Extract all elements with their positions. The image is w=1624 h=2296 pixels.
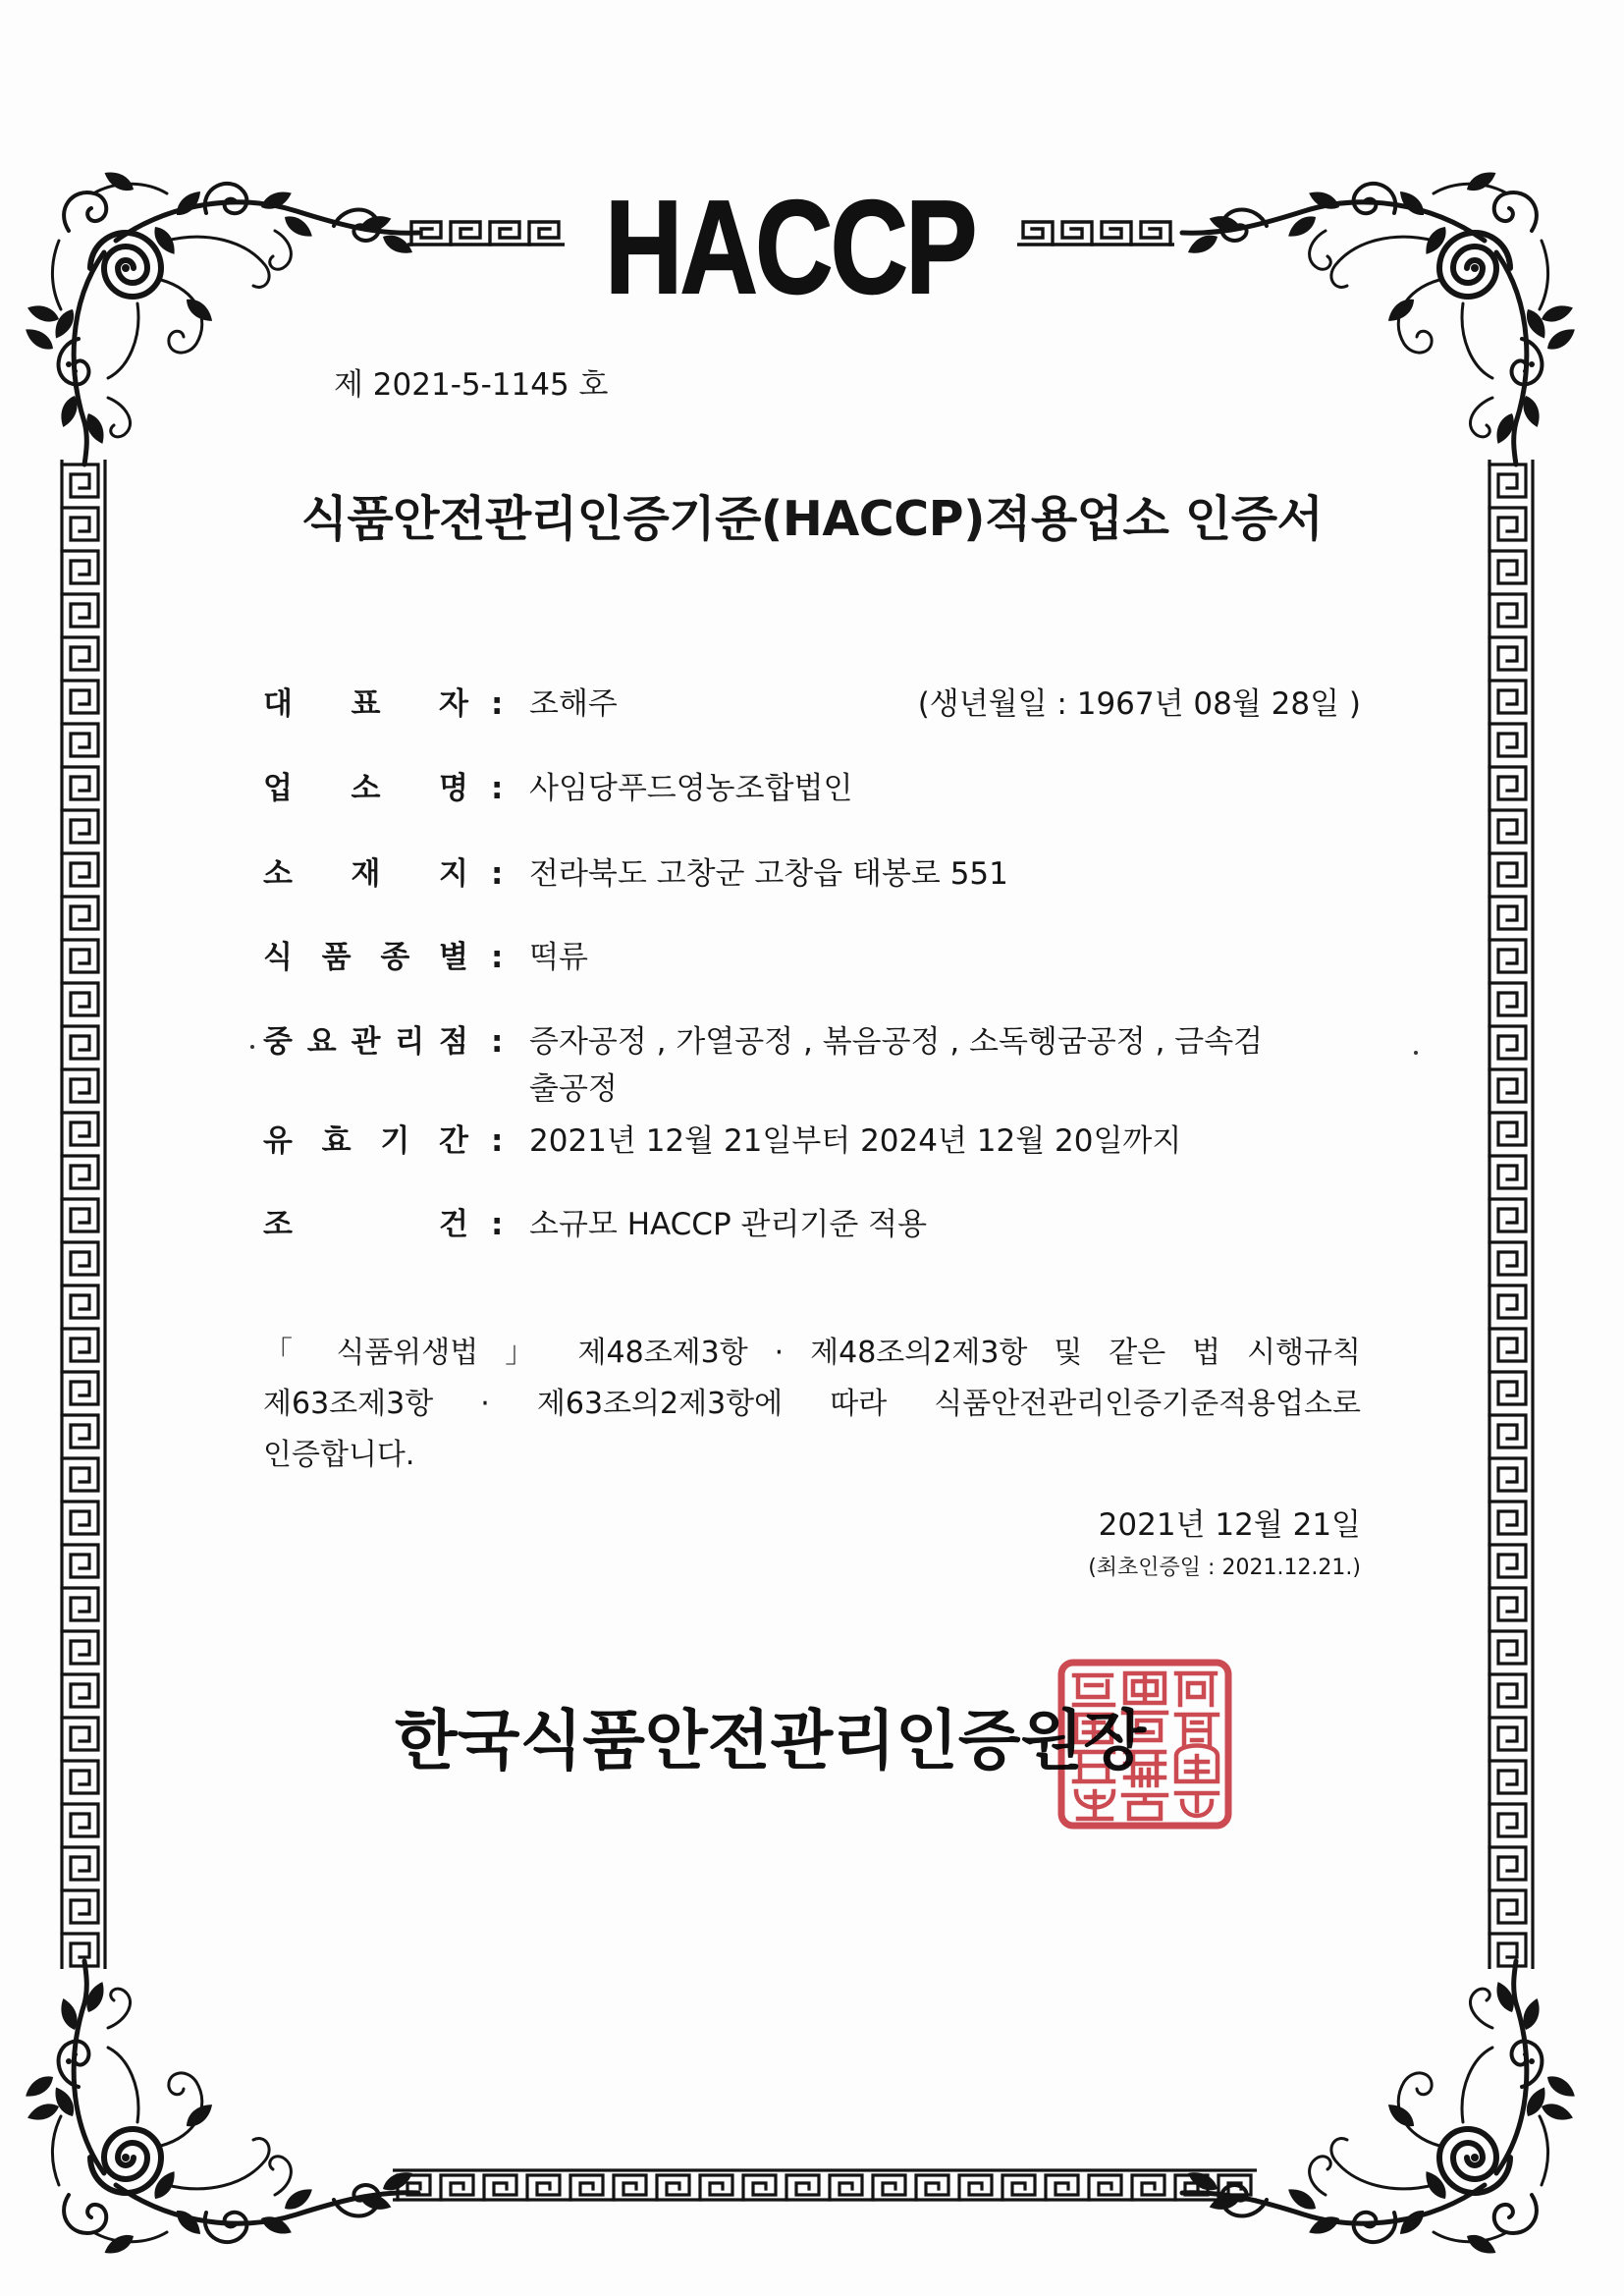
field-row-business-name — [263, 767, 1361, 810]
certificate-number: 제 2021-5-1145 호 — [334, 367, 609, 403]
field-label: 대 표 자 — [263, 686, 468, 722]
official-seal-stamp — [1056, 1658, 1233, 1831]
field-separator: : — [491, 1123, 504, 1159]
issuer-name: 한국식품안전관리인증원장 — [395, 1703, 1147, 1778]
greek-key-border-bottom — [393, 2167, 1257, 2203]
field-row-validity-period — [263, 1120, 1361, 1163]
field-label: 유 효 기 간 — [263, 1123, 468, 1159]
certificate-title: 식품안전관리인증기준(HACCP)적용업소 인증서 — [300, 491, 1324, 547]
birth-date-note: (생년월일 : 1967년 08월 28일 ) — [917, 686, 1361, 722]
field-value: 사임당푸드영농조합법인 — [529, 771, 853, 806]
field-separator: : — [491, 940, 504, 975]
corner-ornament-top-right — [1149, 172, 1561, 466]
greek-key-border-right — [1487, 460, 1536, 1969]
field-separator: : — [491, 856, 504, 892]
corner-ornament-bottom-right — [1149, 1959, 1561, 2254]
field-row-representative — [263, 683, 1361, 726]
first-certification-date: (최초인증일 : 2021.12.21.) — [1088, 1556, 1361, 1580]
logo-container — [496, 173, 1085, 321]
statement-line: 제63조제3항 · 제63조의2제3항에 따라 식품안전관리인증기준적용업소로 — [263, 1387, 1361, 1421]
certification-statement — [263, 1328, 1361, 1481]
field-label: 업 소 명 — [263, 771, 468, 806]
statement-line: 인증합니다. — [263, 1438, 415, 1472]
field-row-address — [263, 852, 1361, 896]
field-separator: : — [491, 771, 504, 806]
corner-ornament-top-left — [39, 172, 452, 466]
haccp-logo-text: HACCP — [605, 173, 976, 321]
scan-mark — [1414, 1051, 1418, 1055]
field-label: 식 품 종 별 — [263, 940, 468, 975]
scan-mark — [250, 1045, 254, 1049]
field-value-line-2: 출공정 — [529, 1071, 618, 1107]
field-separator: : — [491, 686, 504, 722]
field-label: 중 요 관 리 점 — [263, 1024, 468, 1060]
field-row-condition — [263, 1203, 1361, 1246]
corner-ornament-bottom-left — [39, 1959, 452, 2254]
field-separator: : — [491, 1024, 504, 1060]
field-label: 소 재 지 — [263, 856, 468, 892]
issue-date: 2021년 12월 21일 — [1098, 1507, 1361, 1543]
field-value: 전라북도 고창군 고창읍 태봉로 551 — [529, 856, 1008, 892]
field-value: 2021년 12월 21일부터 2024년 12월 20일까지 — [529, 1123, 1182, 1159]
field-label: 조 건 — [263, 1207, 468, 1242]
statement-line: 「 식품위생법 」 제48조제3항 · 제48조의2제3항 및 같은 법 시행규칙 — [263, 1336, 1361, 1370]
field-value: 조해주 — [529, 686, 618, 722]
field-row-food-type — [263, 936, 1361, 979]
field-value: 소규모 HACCP 관리기준 적용 — [529, 1207, 928, 1242]
field-row-critical-control-points — [263, 1020, 1361, 1107]
field-value: 떡류 — [529, 940, 588, 975]
field-separator: : — [491, 1207, 504, 1242]
greek-key-border-left — [59, 460, 108, 1969]
field-value-line-1: 증자공정 , 가열공정 , 볶음공정 , 소독헹굼공정 , 금속검 — [529, 1024, 1264, 1060]
